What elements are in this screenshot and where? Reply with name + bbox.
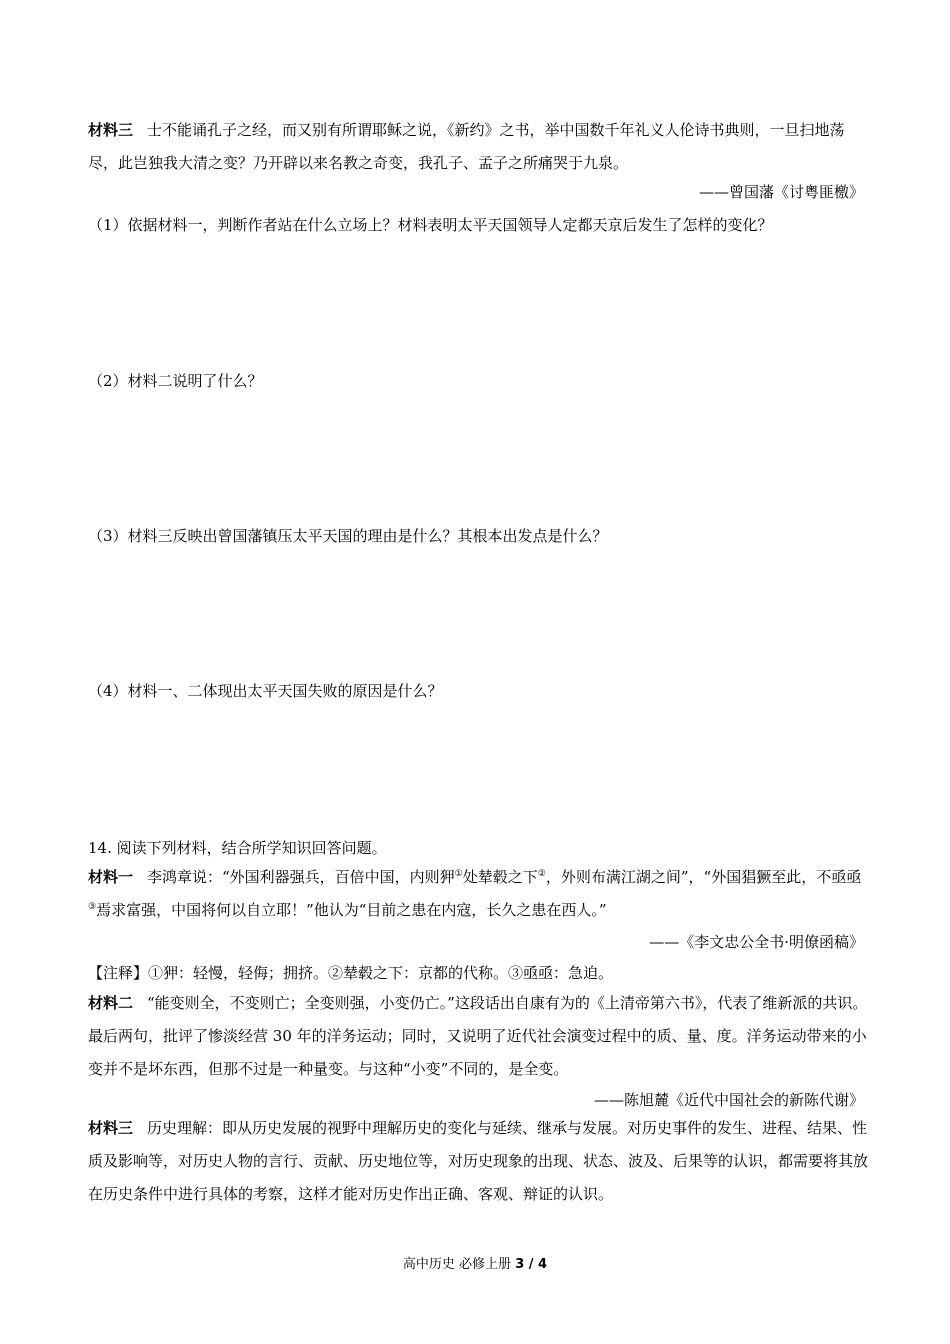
material-three xyxy=(88,1112,868,1211)
material-text: 历史理解：即从历史发展的视野中理解历史的变化与延续、继承与发展。对历史事件的发生、进程、结果、性质及影响等，对历史人物的言行、贡献、历史地位等，对历史现象的出现、状态、波及、后果等的认识，都需要将其放在历史条件中进行具体的考察，这样才能对历史作出正确、客观、辩证的认识。 xyxy=(88,1119,869,1203)
material-source: ——曾国藩《讨粤匪檄》 xyxy=(698,183,864,201)
material-source: ——陈旭麓《近代中国社会的新陈代谢》 xyxy=(593,1091,864,1109)
material-label: 材料二 xyxy=(88,994,134,1012)
question-2: （2）材料二说明了什么？ xyxy=(88,372,263,390)
material-text: 处辇毂之下 xyxy=(462,868,538,886)
material-text: 李鸿章说：“外国利器强兵，百倍中国，内则狎 xyxy=(147,868,455,886)
question-1: （1）依据材料一，判断作者站在什么立场上？材料表明太平天国领导人定都天京后发生了怎样的变化？ xyxy=(88,216,773,234)
question-3: （3）材料三反映出曾国藩镇压太平天国的理由是什么？其根本出发点是什么？ xyxy=(88,527,608,545)
material-two xyxy=(88,987,868,1086)
footnote-marker: ③ xyxy=(88,902,97,912)
material-text: ，外则布满江湖之间”，“外国猖獗至此，不亟亟 xyxy=(545,868,862,886)
page-footer xyxy=(0,1253,950,1272)
material-three-previous xyxy=(88,114,868,180)
footnote-marker: ② xyxy=(537,869,546,879)
material-text: 士不能诵孔子之经，而又别有所谓耶稣之说，《新约》之书，举中国数千年礼义人伦诗书典则，一旦扫地荡尽，此岂独我大清之变？乃开辟以来名教之奇变，我孔子、孟子之所痛哭于九泉。 xyxy=(88,121,845,172)
material-one xyxy=(88,861,868,927)
material-label: 材料三 xyxy=(88,1119,134,1137)
footnote-marker: ① xyxy=(454,869,463,879)
material-text: 焉求富强，中国将何以自立耶！”他认为“目前之患在内寇，长久之患在西人。” xyxy=(96,901,607,919)
question-14-intro: 14. 阅读下列材料，结合所学知识回答问题。 xyxy=(88,839,387,857)
material-text: “能变则全，不变则亡；全变则强，小变仍亡。”这段话出自康有为的《上清帝第六书》，代表了维新派的共识。最后两句，批评了惨淡经营 30 年的洋务运动；同时，又说明了近代社会演变过程中的质、量、度。洋务运动带来的小变并不是坏东西，但那不过是一种量变。与这种“小变”不同的，是全变。 xyxy=(88,994,868,1078)
annotation-note: 【注释】①狎：轻慢，轻侮；拥挤。②辇毂之下：京都的代称。③亟亟：急迫。 xyxy=(88,964,614,982)
footer-text: 高中历史 必修上册 xyxy=(402,1257,516,1272)
page-number: 3 / 4 xyxy=(515,1257,548,1272)
material-label: 材料三 xyxy=(88,121,134,139)
material-source: ——《李文忠公全书·明僚函稿》 xyxy=(649,933,864,951)
material-label: 材料一 xyxy=(88,868,134,886)
question-4: （4）材料一、二体现出太平天国失败的原因是什么？ xyxy=(88,682,443,700)
